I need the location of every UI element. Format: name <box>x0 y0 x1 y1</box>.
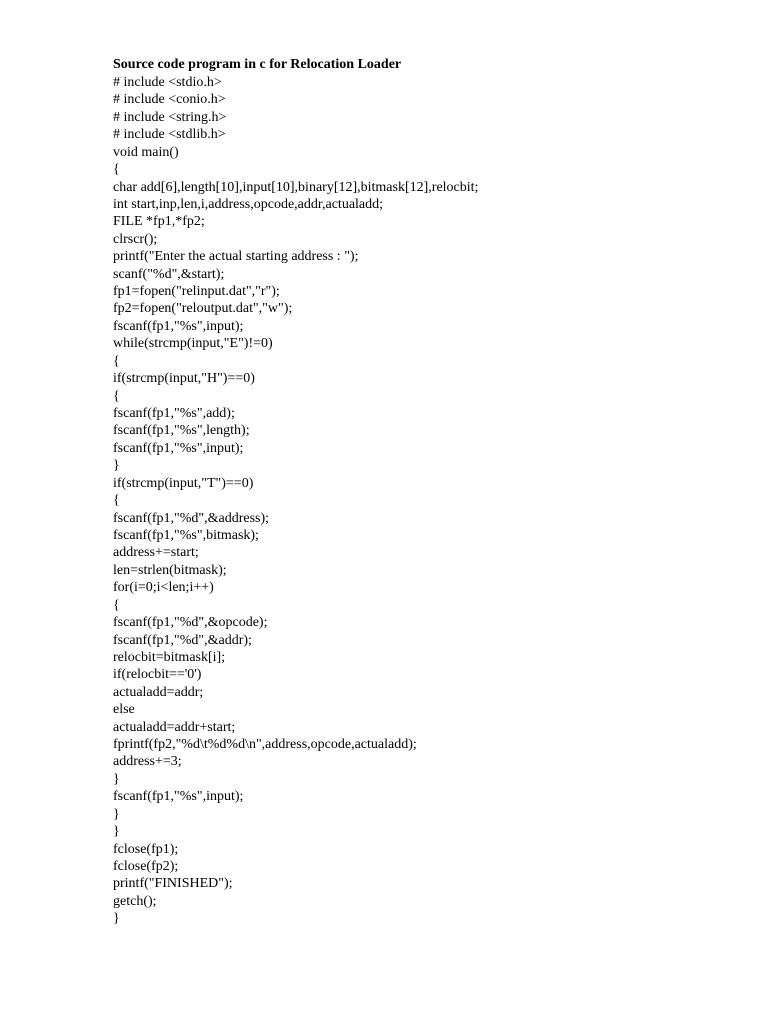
code-line: if(strcmp(input,"H")==0) <box>113 371 255 387</box>
code-line: fscanf(fp1,"%s",input); <box>113 440 244 456</box>
code-line: } <box>113 806 120 822</box>
code-line: scanf("%d",&start); <box>113 266 225 282</box>
code-line: fprintf(fp2,"%d\t%d%d\n",address,opcode,actualadd); <box>113 737 417 753</box>
code-line: if(relocbit=='0') <box>113 667 202 683</box>
code-line: void main() <box>113 144 179 160</box>
code-line: while(strcmp(input,"E")!=0) <box>113 336 273 352</box>
code-line: } <box>113 911 120 927</box>
code-line: printf("Enter the actual starting address : "); <box>113 249 359 265</box>
code-line: actualadd=addr+start; <box>113 719 236 735</box>
code-line: len=strlen(bitmask); <box>113 562 227 578</box>
code-line: } <box>113 771 120 787</box>
code-line: fscanf(fp1,"%s",input); <box>113 789 244 805</box>
code-line: } <box>113 824 120 840</box>
code-line: fscanf(fp1,"%s",bitmask); <box>113 527 259 543</box>
code-line: address+=3; <box>113 754 182 770</box>
code-line: fclose(fp1); <box>113 841 179 857</box>
code-line: { <box>113 388 120 404</box>
code-line: FILE *fp1,*fp2; <box>113 214 205 230</box>
code-line: printf("FINISHED"); <box>113 876 233 892</box>
code-line: fp1=fopen("relinput.dat","r"); <box>113 284 280 300</box>
code-line: for(i=0;i<len;i++) <box>113 580 214 596</box>
code-line: getch(); <box>113 893 157 909</box>
code-line: address+=start; <box>113 545 199 561</box>
code-line: # include <conio.h> <box>113 92 226 108</box>
code-line: fscanf(fp1,"%d",&opcode); <box>113 615 268 631</box>
code-line: actualadd=addr; <box>113 684 204 700</box>
code-line: { <box>113 597 120 613</box>
code-line: fscanf(fp1,"%d",&address); <box>113 510 270 526</box>
code-line: relocbit=bitmask[i]; <box>113 649 226 665</box>
document-title: Source code program in c for Relocation Loader <box>113 57 402 72</box>
code-line: char add[6],length[10],input[10],binary[12],bitmask[12],relocbit; <box>113 179 479 195</box>
document-page <box>113 56 733 928</box>
code-line: fp2=fopen("reloutput.dat","w"); <box>113 301 293 317</box>
code-line: } <box>113 458 120 474</box>
code-line: fscanf(fp1,"%s",add); <box>113 406 235 422</box>
code-line: # include <stdio.h> <box>113 75 222 90</box>
code-line: clrscr(); <box>113 231 158 247</box>
code-line: fscanf(fp1,"%d",&addr); <box>113 632 252 648</box>
code-line: else <box>113 702 135 718</box>
code-line: { <box>113 493 120 509</box>
code-line: # include <string.h> <box>113 109 227 125</box>
source-code-block <box>113 74 733 928</box>
code-line: { <box>113 162 120 178</box>
code-line: if(strcmp(input,"T")==0) <box>113 475 254 491</box>
code-line: # include <stdlib.h> <box>113 127 226 143</box>
code-line: int start,inp,len,i,address,opcode,addr,actualadd; <box>113 196 384 212</box>
code-line: fclose(fp2); <box>113 858 179 874</box>
code-line: { <box>113 353 120 369</box>
code-line: fscanf(fp1,"%s",length); <box>113 423 250 439</box>
code-line: fscanf(fp1,"%s",input); <box>113 318 244 334</box>
